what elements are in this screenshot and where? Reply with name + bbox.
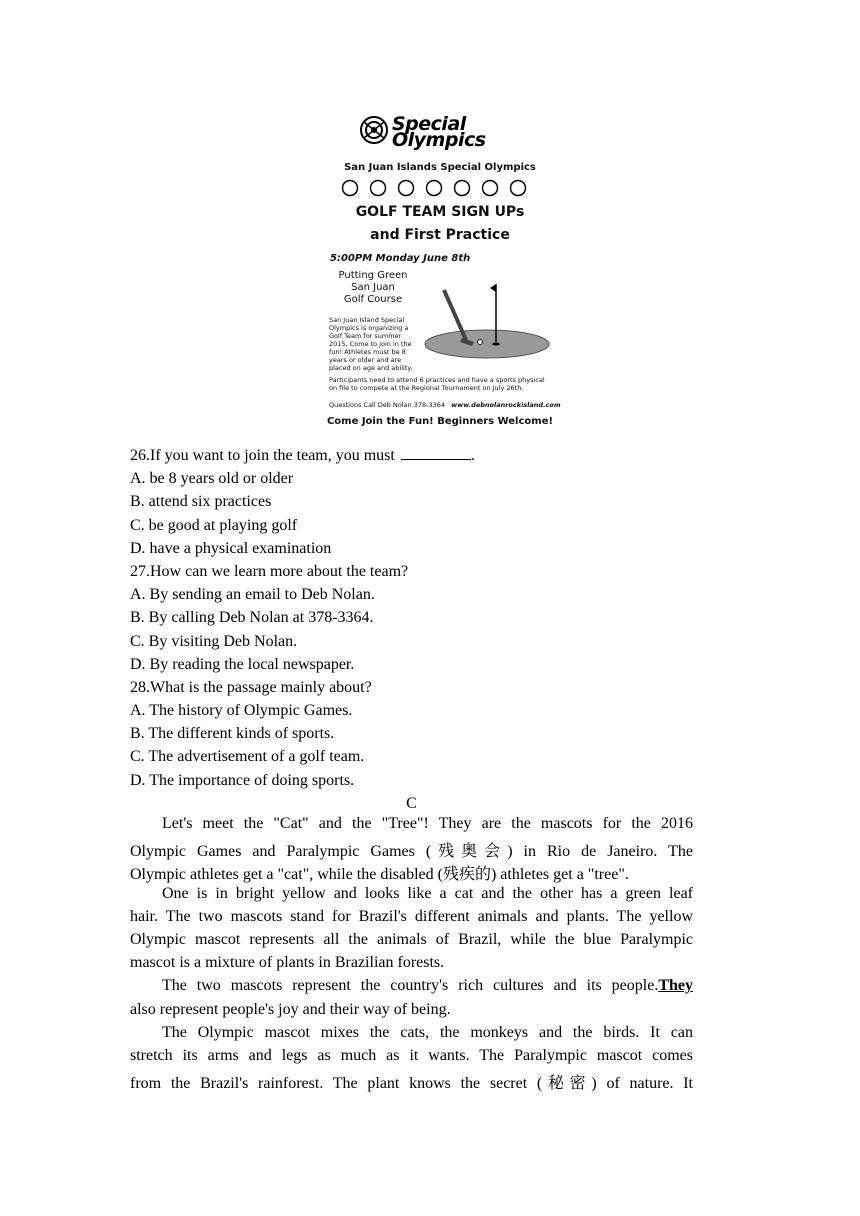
passage-paragraph (130, 885, 693, 978)
contact-line (329, 401, 561, 409)
requirement-line: on file to compete at the Regional Tournament on July 26th. (329, 384, 524, 392)
golf-ball-icon (371, 181, 386, 196)
passage-line: Olympic Games and Paralympic Games (残奥会) in Rio de Janeiro. The (130, 843, 693, 861)
logo-word-olympics: Olympics (392, 129, 486, 151)
requirement-line: Participants need to attend 6 practices and have a sports physical (329, 376, 545, 384)
description-line: fun! Athletes must be 8 (329, 348, 406, 356)
answer-option: C. By visiting Deb Nolan. (130, 632, 298, 650)
description-line: Olympics is organizing a (329, 324, 409, 332)
answer-option: B. The different kinds of sports. (130, 725, 335, 743)
event-description (329, 316, 421, 372)
section-heading: C (406, 794, 417, 812)
participation-requirements (329, 376, 555, 392)
description-line: Golf Team for summer (329, 332, 402, 340)
answer-option: B. attend six practices (130, 493, 272, 511)
golf-balls-row (340, 178, 540, 198)
golf-ball-icon (511, 181, 526, 196)
answer-option: C. be good at playing golf (130, 516, 298, 534)
contact-website: www.debnolanrockisland.com (451, 401, 561, 409)
description-line: years or older and are (329, 356, 402, 364)
logo-word-special: Special (392, 113, 466, 135)
location-line: Golf Course (343, 294, 403, 305)
passage-line: from the Brazil's rainforest. The plant knows the secret (秘密) of nature. It (130, 1075, 693, 1093)
question-stem: 26.If you want to join the team, you must . (130, 447, 475, 464)
location-line: Putting Green (338, 270, 408, 281)
passage-line: mascot is a mixture of plants in Brazilian forests. (130, 954, 445, 972)
answer-option: D. have a physical examination (130, 539, 332, 557)
flyer-subtitle: and First Practice (370, 227, 510, 243)
flyer-title: GOLF TEAM SIGN UPs (355, 204, 525, 220)
golf-ball-icon (478, 340, 483, 345)
passage-line: Olympic mascot represents all the animals of Brazil, while the blue Paralympic (130, 930, 693, 948)
passage-line: The two mascots represent the country's rich cultures and its people.They (162, 977, 693, 995)
question-stem: 27.How can we learn more about the team? (130, 562, 409, 580)
organization-name: San Juan Islands Special Olympics (344, 162, 536, 173)
putting-green-shape (425, 330, 549, 358)
description-line: San Juan Island Special (329, 316, 405, 324)
contact-phone: Questions Call Deb Nolan 378-3364 (329, 401, 446, 409)
event-location (334, 270, 412, 306)
passage-line: also represent people's joy and their way of being. (130, 1000, 451, 1018)
flyer-footer: Come Join the Fun! Beginners Welcome! (326, 416, 554, 427)
putting-green-illustration (422, 278, 552, 360)
golf-ball-icon (455, 181, 470, 196)
answer-option: D. The importance of doing sports. (130, 771, 355, 789)
golf-flyer (322, 108, 561, 434)
answer-option: A. The history of Olympic Games. (130, 702, 353, 720)
golf-ball-icon (399, 181, 414, 196)
passage-line: hair. The two mascots stand for Brazil's different animals and plants. The yellow (130, 907, 693, 925)
golf-ball-icon (343, 181, 358, 196)
passage-line: One is in bright yellow and looks like a cat and the other has a green leaf (162, 884, 693, 902)
question-stem: 28.What is the passage mainly about? (130, 678, 372, 696)
underlined-word: They (658, 977, 693, 995)
passage-line: Olympic athletes get a "cat", while the disabled (残疾的) athletes get a "tree". (130, 866, 629, 884)
answer-option: A. be 8 years old or older (130, 470, 294, 488)
answer-option: A. By sending an email to Deb Nolan. (130, 586, 375, 604)
passage-line: Let's meet the "Cat" and the "Tree"! They are the mascots for the 2016 (162, 815, 693, 832)
flag-icon (490, 284, 496, 292)
golf-ball-icon (427, 181, 442, 196)
passage-line: stretch its arms and legs as much as it wants. The Paralympic mascot comes (130, 1046, 693, 1064)
logo-emblem-icon (361, 117, 387, 143)
reading-section (130, 444, 693, 1093)
description-line: placed on age and ability. (329, 364, 413, 372)
passage-paragraph (130, 1024, 693, 1094)
answer-option: B. By calling Deb Nolan at 378-3364. (130, 609, 374, 627)
event-time: 5:00PM Monday June 8th (330, 253, 471, 264)
passage-line: The Olympic mascot mixes the cats, the monkeys and the birds. It can (162, 1023, 693, 1041)
description-line: 2015. Come to join in the (329, 340, 412, 348)
answer-option: D. By reading the local newspaper. (130, 655, 355, 673)
passage-paragraph (130, 977, 693, 1023)
answer-option: C. The advertisement of a golf team. (130, 748, 365, 766)
passage-paragraph (130, 815, 693, 885)
golf-ball-icon (483, 181, 498, 196)
answer-blank (401, 445, 471, 460)
location-line: San Juan (351, 282, 395, 293)
